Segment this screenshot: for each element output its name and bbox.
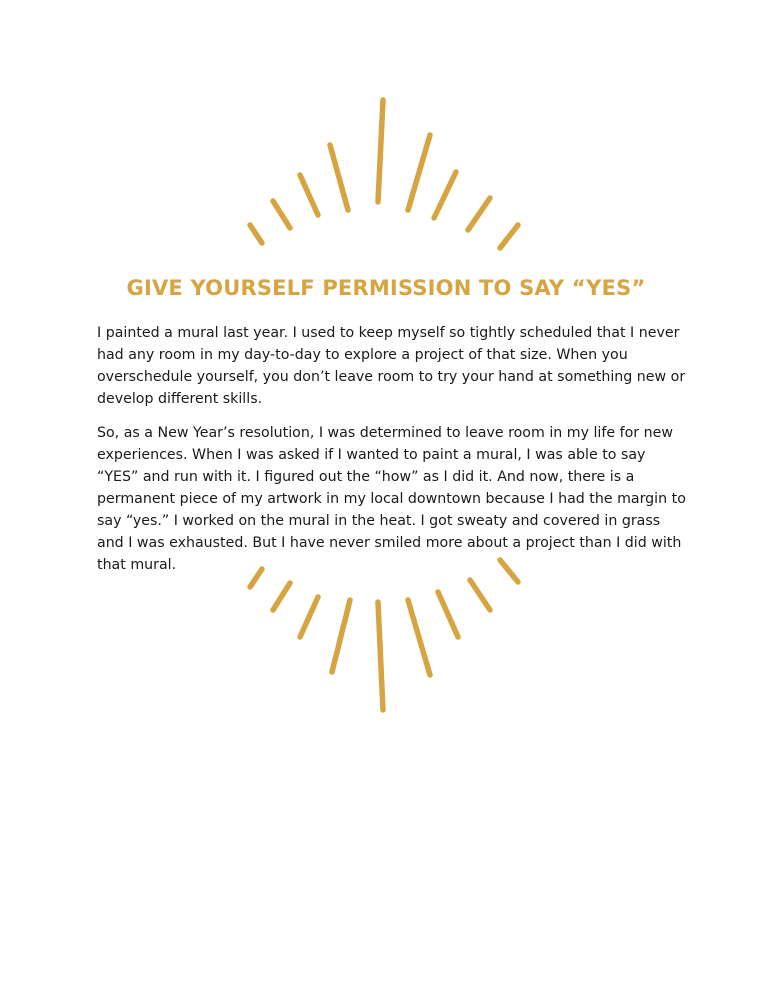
sunburst-top-icon [0, 90, 772, 260]
ray [273, 583, 290, 610]
ray [250, 569, 262, 587]
sunburst-top-svg [0, 90, 772, 260]
ray [500, 225, 518, 248]
ray [438, 592, 458, 637]
ray [500, 560, 518, 582]
ray [434, 172, 456, 218]
ray [468, 198, 490, 230]
ray [470, 580, 490, 610]
page-title: GIVE YOURSELF PERMISSION TO SAY “YES” [126, 276, 646, 300]
ray [250, 225, 262, 243]
ray [378, 602, 383, 710]
ray [273, 201, 290, 228]
paragraph-2: So, as a New Year’s resolution, I was determined to leave room in my life for new experiences. When I was asked if I wanted to paint a mural, I was able to say “YES” and run with it. I figured out the “how” as I did it. And now, there is a permanent piece of my artwork in my local downtown because I had the margin to say “yes.” I worked on the mural in the heat. I got sweaty and covered in grass and I was exhausted. But I have never smiled more about a project than I did with that mural. [97, 425, 686, 573]
ray [378, 100, 383, 202]
ray [330, 145, 348, 210]
ray [408, 135, 430, 210]
sunburst-bottom-icon [0, 552, 772, 722]
ray [332, 600, 350, 672]
sunburst-bottom-svg [0, 552, 772, 722]
ray [408, 600, 430, 675]
ray [300, 597, 318, 637]
paragraph-1: I painted a mural last year. I used to keep myself so tightly scheduled that I never had any room in my day-to-day to explore a project of that size. When you overschedule yourself, you don’t leave room to try your hand at something new or develop different skills. [97, 325, 686, 407]
ray [300, 175, 318, 215]
body-text [97, 322, 687, 588]
